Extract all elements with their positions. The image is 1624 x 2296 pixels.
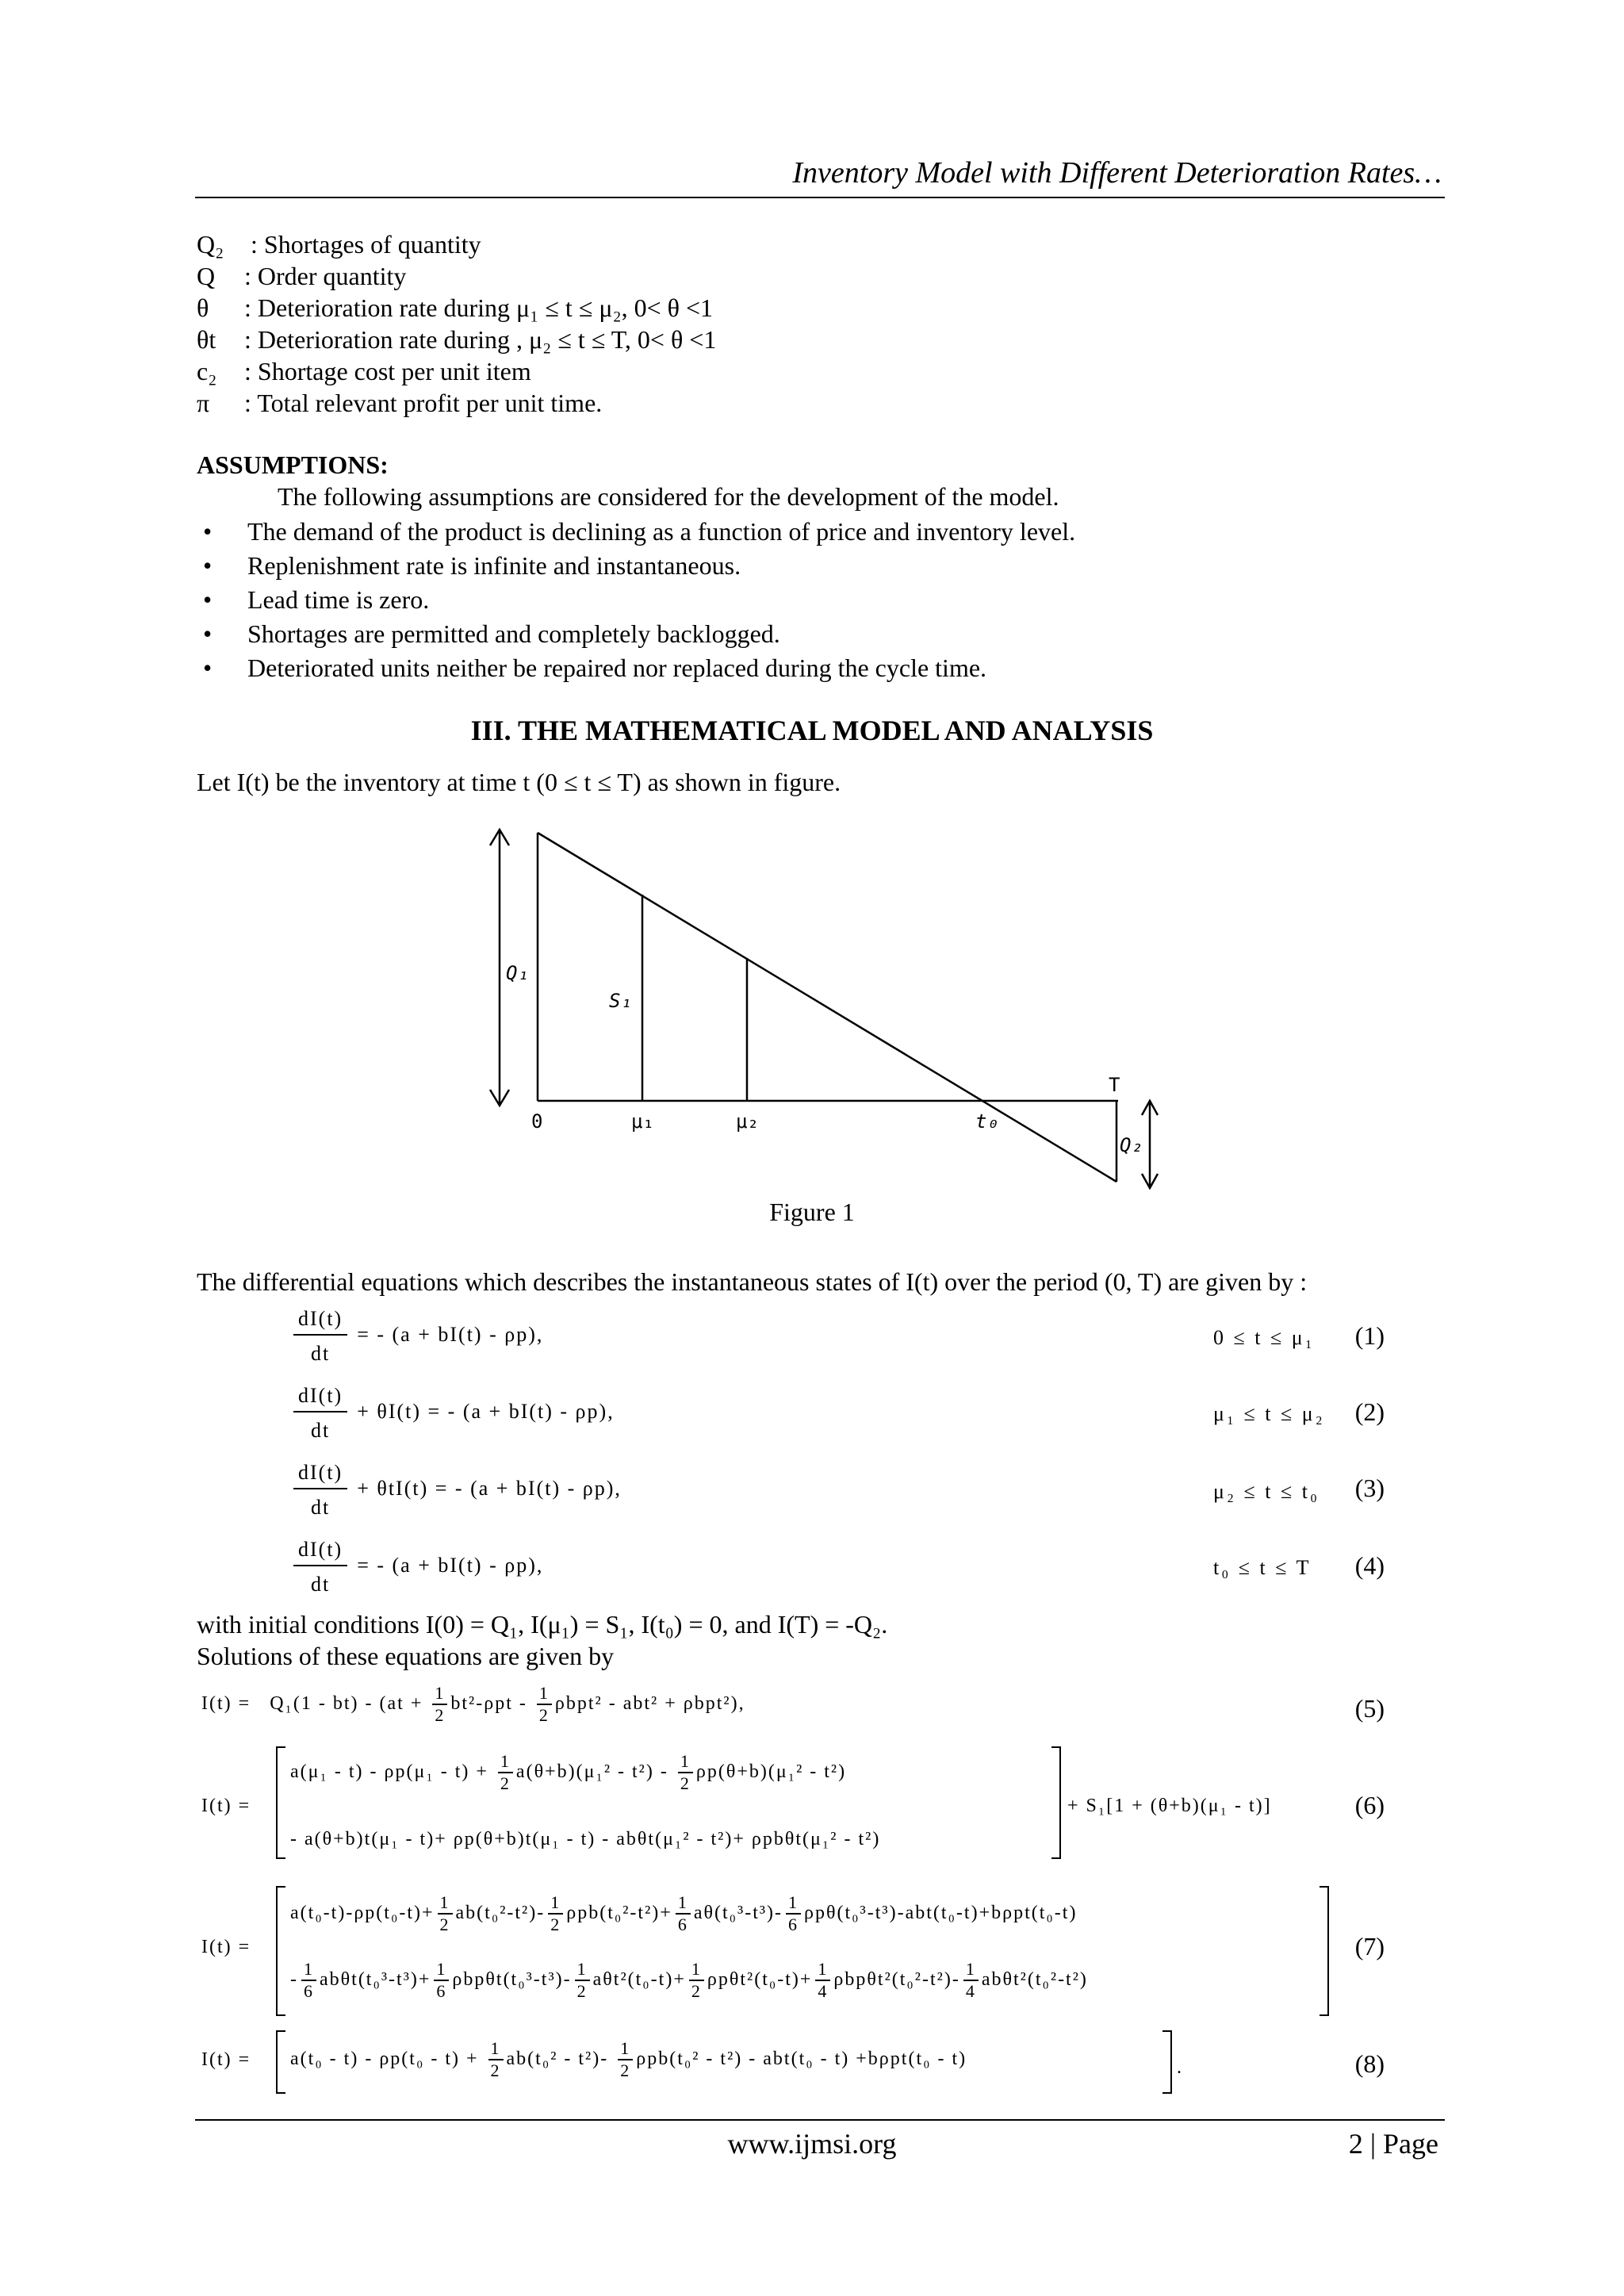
equation-1-label: (1) bbox=[1354, 1321, 1385, 1350]
frac-den: 6 bbox=[436, 1981, 447, 2002]
frac-num: 1 bbox=[498, 1751, 513, 1773]
assumptions-heading: ASSUMPTIONS: bbox=[197, 450, 389, 479]
equation-part: ρbpθt(t₀³-t³)- bbox=[452, 1968, 572, 1990]
assumption-text: The demand of the product is declining as a function of price and inventory level. bbox=[247, 517, 1076, 546]
equation-4-condition: t₀ ≤ t ≤ T bbox=[1213, 1556, 1312, 1579]
equation-part: aθ(t₀³-t³)- bbox=[693, 1902, 783, 1923]
equation-part: ρpb(t₀²-t²)+ bbox=[566, 1902, 672, 1923]
symbol-desc: : Shortage cost per unit item bbox=[244, 357, 531, 385]
bracket-right bbox=[1162, 2030, 1172, 2094]
equation-part: ρpb(t₀² - t²) - abt(t₀ - t) +bρpt(t₀ - t) bbox=[636, 2048, 967, 2069]
frac-den: dt bbox=[310, 1573, 331, 1596]
symbol-desc: : Order quantity bbox=[244, 262, 407, 290]
equation-rhs: + θI(t) = - (a + bI(t) - ρp), bbox=[357, 1399, 615, 1423]
frac-num: 1 bbox=[301, 1959, 316, 1981]
frac-num: 1 bbox=[434, 1959, 449, 1981]
equation-part: ρbpθt²(t₀²-t²)- bbox=[833, 1968, 960, 1990]
frac-den: 2 bbox=[680, 1773, 691, 1794]
equation-part: ab(t₀² - t²)- bbox=[506, 2048, 609, 2069]
frac-num: 1 bbox=[432, 1683, 447, 1705]
label-zero: 0 bbox=[531, 1110, 543, 1133]
label-q2: Q₂ bbox=[1120, 1134, 1143, 1156]
symbol: θt bbox=[197, 325, 216, 354]
equation-part: abθt²(t₀²-t²) bbox=[981, 1968, 1088, 1990]
frac-num: 1 bbox=[815, 1959, 830, 1981]
equation-8-label: (8) bbox=[1354, 2049, 1385, 2078]
bracket-left bbox=[276, 1746, 285, 1859]
equation-part: aθt²(t₀-t)+ bbox=[592, 1968, 686, 1990]
frac-den: dt bbox=[310, 1419, 331, 1442]
equation-part: ρp(θ+b)(μ₁² - t²) bbox=[695, 1761, 847, 1782]
equation-6-line-2: - a(θ+b)t(μ₁ - t)+ ρp(θ+b)t(μ₁ - t) - abθt(μ₁² - t²)+ ρpbθt(μ₁² - t²) bbox=[290, 1829, 881, 1849]
equation-7-line-1 bbox=[290, 1892, 1077, 1936]
frac-den: 2 bbox=[435, 1705, 446, 1726]
equation-7-lhs: I(t) = bbox=[201, 1937, 251, 1957]
frac-num: 1 bbox=[438, 1892, 453, 1915]
inventory-figure bbox=[468, 817, 1182, 1190]
footer-url[interactable]: www.ijmsi.org bbox=[727, 2128, 897, 2160]
equation-rhs: = - (a + bI(t) - ρp), bbox=[357, 1553, 544, 1577]
label-t0: t₀ bbox=[975, 1110, 998, 1133]
symbol-row bbox=[197, 357, 531, 386]
frac-den: 2 bbox=[500, 1773, 511, 1794]
equation-7-label: (7) bbox=[1354, 1932, 1385, 1961]
equation-2 bbox=[293, 1384, 615, 1443]
frac-num: dI(t) bbox=[293, 1538, 347, 1566]
equation-1 bbox=[293, 1307, 543, 1366]
frac-den: 2 bbox=[538, 1705, 550, 1726]
equation-8-body bbox=[290, 2038, 967, 2082]
symbol-row bbox=[197, 325, 716, 355]
equation-part: ab(t₀²-t²)- bbox=[455, 1902, 546, 1923]
equation-6-label: (6) bbox=[1354, 1791, 1385, 1819]
equation-3 bbox=[293, 1461, 622, 1520]
frac-num: dI(t) bbox=[293, 1384, 347, 1412]
frac-den: 4 bbox=[965, 1981, 976, 2002]
symbol-row bbox=[197, 389, 602, 418]
frac-num: 1 bbox=[963, 1959, 979, 1981]
frac-num: dI(t) bbox=[293, 1307, 347, 1336]
label-T: T bbox=[1109, 1074, 1120, 1096]
equation-part: abθt(t₀³-t³)+ bbox=[320, 1968, 431, 1990]
equation-part: a(θ+b)(μ₁² - t²) - bbox=[515, 1761, 668, 1782]
assumption-item: • Deteriorated units neither be repaired nor replaced during the cycle time. bbox=[203, 654, 987, 682]
initial-conditions: with initial conditions I(0) = Q₁, I(μ₁) = S₁, I(t₀) = 0, and I(T) = -Q₂. bbox=[197, 1610, 888, 1639]
equation-part: Q₁(1 - bt) - (at + bbox=[270, 1692, 423, 1714]
header-rule bbox=[195, 197, 1445, 198]
symbol-row bbox=[197, 293, 713, 323]
frac-den: 2 bbox=[691, 1981, 702, 2002]
assumption-text: Replenishment rate is infinite and instantaneous. bbox=[247, 551, 741, 580]
equation-part: a(t₀ - t) - ρp(t₀ - t) + bbox=[290, 2048, 479, 2069]
frac-den: dt bbox=[310, 1342, 331, 1365]
symbol-desc: : Deterioration rate during μ₁ ≤ t ≤ μ₂, 0< θ <1 bbox=[244, 293, 714, 322]
equation-part: ρpθ(t₀³-t³)-abt(t₀-t)+bρpt(t₀-t) bbox=[804, 1902, 1078, 1923]
frac-den: 2 bbox=[550, 1915, 561, 1935]
equation-8-lhs: I(t) = bbox=[201, 2049, 251, 2070]
assumption-item: • Lead time is zero. bbox=[203, 585, 430, 614]
assumptions-intro: The following assumptions are considered for the development of the model. bbox=[278, 482, 1059, 511]
symbol: Q₂ bbox=[197, 230, 224, 259]
equation-part: ρbpt² - abt² + ρbpt²), bbox=[554, 1692, 745, 1714]
section-heading: III. THE MATHEMATICAL MODEL AND ANALYSIS bbox=[470, 715, 1154, 746]
equation-6-line-1 bbox=[290, 1751, 846, 1795]
label-q1: Q₁ bbox=[506, 962, 529, 984]
symbol-desc: : Deterioration rate during , μ₂ ≤ t ≤ T, 0< θ <1 bbox=[244, 325, 717, 354]
symbol-desc: : Shortages of quantity bbox=[244, 230, 481, 259]
label-mu1: μ₁ bbox=[631, 1110, 654, 1133]
assumption-item: • The demand of the product is declining as a function of price and inventory level. bbox=[203, 517, 1076, 546]
label-s1: S₁ bbox=[609, 990, 632, 1012]
equation-lhs: I(t) = bbox=[201, 1692, 251, 1714]
equation-3-label: (3) bbox=[1354, 1474, 1385, 1502]
assumption-item: • Replenishment rate is infinite and instantaneous. bbox=[203, 551, 741, 580]
equation-6-tail: + S₁[1 + (θ+b)(μ₁ - t)] bbox=[1067, 1796, 1272, 1816]
equation-2-condition: μ₁ ≤ t ≤ μ₂ bbox=[1213, 1402, 1325, 1425]
equation-part: - bbox=[290, 1968, 298, 1990]
equation-1-condition: 0 ≤ t ≤ μ₁ bbox=[1213, 1326, 1315, 1349]
equation-3-condition: μ₂ ≤ t ≤ t₀ bbox=[1213, 1480, 1320, 1503]
equation-part: a(μ₁ - t) - ρp(μ₁ - t) + bbox=[290, 1761, 488, 1782]
frac-num: 1 bbox=[676, 1892, 691, 1915]
diff-intro: The differential equations which describes the instantaneous states of I(t) over the period (0, T) are given by : bbox=[197, 1267, 1308, 1296]
frac-num: 1 bbox=[537, 1683, 552, 1705]
equation-6-lhs: I(t) = bbox=[201, 1796, 251, 1816]
equation-5-label: (5) bbox=[1354, 1694, 1385, 1723]
assumption-text: Shortages are permitted and completely backlogged. bbox=[247, 619, 780, 648]
frac-num: 1 bbox=[689, 1959, 704, 1981]
figure-caption: Figure 1 bbox=[769, 1198, 855, 1226]
frac-num: 1 bbox=[488, 2038, 504, 2060]
footer-rule bbox=[195, 2119, 1445, 2121]
assumption-item: • Shortages are permitted and completely backlogged. bbox=[203, 619, 780, 648]
solutions-intro: Solutions of these equations are given by bbox=[197, 1642, 615, 1670]
running-header: Inventory Model with Different Deterioration Rates… bbox=[792, 156, 1442, 190]
equation-part: bt²-ρpt - bbox=[450, 1692, 527, 1714]
label-mu2: μ₂ bbox=[736, 1110, 759, 1133]
frac-num: 1 bbox=[618, 2038, 633, 2060]
frac-den: 6 bbox=[677, 1915, 688, 1935]
frac-num: 1 bbox=[548, 1892, 563, 1915]
frac-den: 6 bbox=[304, 1981, 314, 2002]
frac-num: dI(t) bbox=[293, 1461, 347, 1489]
symbol: c₂ bbox=[197, 357, 217, 385]
assumption-text: Lead time is zero. bbox=[247, 585, 430, 614]
symbol: θ bbox=[197, 293, 209, 322]
frac-den: dt bbox=[310, 1496, 331, 1519]
bracket-left bbox=[276, 2030, 285, 2094]
frac-den: 4 bbox=[818, 1981, 829, 2002]
equation-rhs: + θtI(t) = - (a + bI(t) - ρp), bbox=[357, 1476, 622, 1500]
equation-part: ρpθt²(t₀-t)+ bbox=[707, 1968, 813, 1990]
symbol: π bbox=[197, 389, 210, 417]
section-intro: Let I(t) be the inventory at time t (0 ≤ t ≤ T) as shown in figure. bbox=[197, 768, 841, 796]
symbol-desc: : Total relevant profit per unit time. bbox=[244, 389, 603, 417]
bracket-left bbox=[276, 1886, 285, 2016]
equation-4 bbox=[293, 1538, 543, 1596]
symbol-row bbox=[197, 230, 481, 259]
equation-2-label: (2) bbox=[1354, 1397, 1385, 1426]
frac-den: 2 bbox=[620, 2060, 631, 2081]
equation-4-label: (4) bbox=[1354, 1551, 1385, 1580]
frac-num: 1 bbox=[575, 1959, 590, 1981]
frac-num: 1 bbox=[678, 1751, 693, 1773]
assumption-text: Deteriorated units neither be repaired nor replaced during the cycle time. bbox=[247, 654, 987, 682]
bracket-right bbox=[1051, 1746, 1061, 1859]
bracket-right bbox=[1320, 1886, 1329, 2016]
equation-5 bbox=[201, 1683, 745, 1727]
page-number: 2 | Page bbox=[1348, 2128, 1438, 2160]
symbol: Q bbox=[197, 262, 216, 290]
frac-num: 1 bbox=[786, 1892, 801, 1915]
frac-den: 2 bbox=[576, 1981, 588, 2002]
frac-den: 2 bbox=[439, 1915, 450, 1935]
equation-rhs: = - (a + bI(t) - ρp), bbox=[357, 1322, 544, 1346]
equation-7-line-2 bbox=[290, 1959, 1088, 2003]
frac-den: 6 bbox=[788, 1915, 799, 1935]
frac-den: 2 bbox=[490, 2060, 501, 2081]
equation-part: a(t₀-t)-ρp(t₀-t)+ bbox=[290, 1902, 435, 1923]
symbol-row bbox=[197, 262, 406, 291]
equation-8-tail: . bbox=[1177, 2057, 1183, 2078]
